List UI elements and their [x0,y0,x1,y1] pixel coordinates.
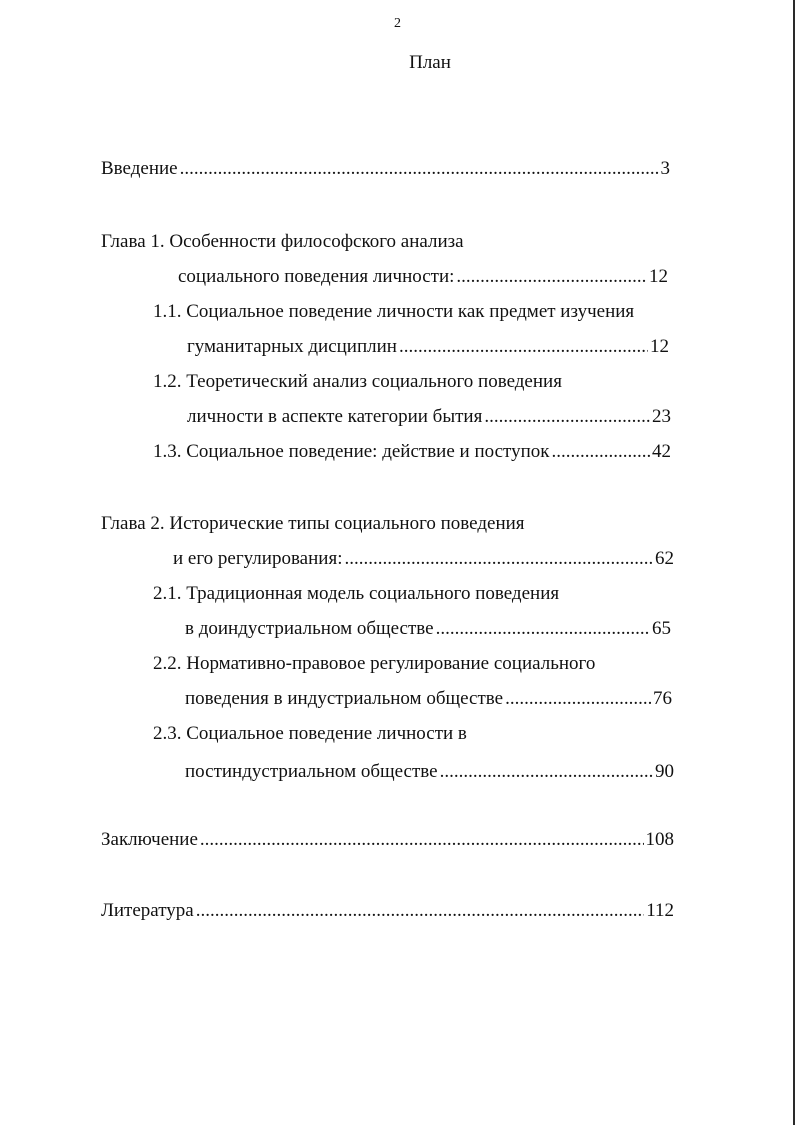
dot-leader [344,547,653,571]
toc-entry-section-2-3 [185,760,674,784]
dot-leader [436,617,650,641]
page-number: 2 [394,16,401,31]
toc-entry-label: социального поведения личности: [178,266,455,287]
toc-page-number: 62 [655,548,674,569]
chapter-1-heading: Глава 1. Особенности философского анализа [101,231,464,252]
toc-entry-label: и его регулирования: [173,548,343,569]
dot-leader [180,157,659,181]
dot-leader [440,760,653,784]
toc-entry-section-2-1 [185,617,671,641]
toc-page-number: 12 [650,336,669,357]
toc-entry-label: постиндустриальном обществе [185,761,438,782]
toc-page-number: 42 [652,441,671,462]
toc-entry-label: Литература [101,900,194,921]
toc-entry-chapter-1 [178,265,668,289]
toc-entry-chapter-2 [173,547,674,571]
dot-leader [505,687,651,711]
section-1-2-heading: 1.2. Теоретический анализ социального поведения [153,371,562,392]
toc-page-number: 76 [653,688,672,709]
toc-entry-label: в доиндустриальном обществе [185,618,434,639]
dot-leader [551,440,650,464]
toc-page-number: 23 [652,406,671,427]
toc-entry-label: 1.3. Социальное поведение: действие и поступок [153,441,550,462]
dot-leader [196,899,644,923]
toc-entry-intro [101,157,670,181]
toc-page-number: 3 [660,158,670,179]
page-title: План [409,52,451,73]
toc-entry-label: личности в аспекте категории бытия [187,406,483,427]
chapter-2-heading: Глава 2. Исторические типы социального поведения [101,513,525,534]
toc-entry-label: Введение [101,158,178,179]
section-1-1-heading: 1.1. Социальное поведение личности как предмет изучения [153,301,635,322]
toc-page-number: 90 [655,761,674,782]
toc-entry-section-1-3 [153,440,671,464]
toc-entry-label: поведения в индустриальном обществе [185,688,504,709]
dot-leader [399,335,648,359]
toc-entry-label: гуманитарных дисциплин [187,336,397,357]
toc-entry-literature [101,899,674,923]
section-2-1-heading: 2.1. Традиционная модель социального поведения [153,583,560,604]
toc-entry-label: Заключение [101,829,198,850]
toc-page-number: 12 [649,266,668,287]
dot-leader [456,265,647,289]
section-2-3-heading: 2.3. Социальное поведение личности в [153,723,467,744]
toc-entry-section-1-1 [187,335,669,359]
toc-page-number: 65 [652,618,671,639]
toc-page-number: 112 [646,900,674,921]
toc-page-number: 108 [645,829,674,850]
dot-leader [200,828,644,852]
dot-leader [484,405,650,429]
section-2-2-heading: 2.2. Нормативно-правовое регулирование социального [153,653,596,674]
toc-entry-section-2-2 [185,687,672,711]
toc-entry-conclusion [101,828,674,852]
toc-entry-section-1-2 [187,405,671,429]
